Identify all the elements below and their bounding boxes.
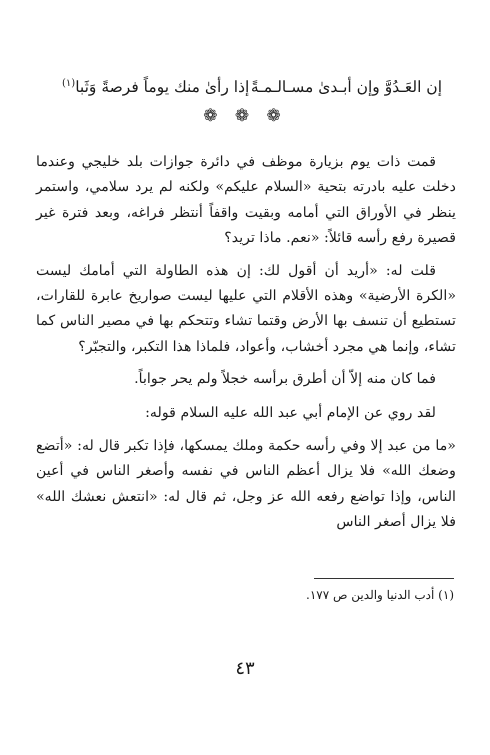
verse-second-hemistich-text: إذا رأىٰ منك يوماً فرصةً وَثَبا bbox=[75, 78, 250, 97]
paragraph-2: قلت له: «أريد أن أقول لك: إن هذه الطاولة التي أمامك ليست «الكرة الأرضية» وهذه الأقلام التي عليها ليست صواريخ عابرة للقارات، تستطيع أن تنسف بها الأرض وقتما تشاء وتتحكم بها في مصير الناس كما تشاء، وإنما هي مجرد أخشاب، وأعواد، فلماذا هذا التكبر، والتجبّر؟ bbox=[36, 262, 456, 355]
section-ornament: ❁ ❁ ❁ bbox=[203, 106, 287, 126]
main-text bbox=[0, 150, 490, 536]
paragraph-3: فما كان منه إلاّ أن أطرق برأسه خجلاً ولم يحر جواباً. bbox=[134, 371, 436, 388]
paragraph-5: «ما من عبد إلا وفي رأسه حكمة وملك يمسكها، فإذا تكبر قال له: «أتضع وضعك الله» فلا يزال أعظم الناس في نفسه وأصغر الناس في أعين الناس، وإذا تواضع رفعه الله عز وجل، ثم قال له: «انتعش نعشك الله» فلا يزال أصغر الناس bbox=[36, 438, 456, 531]
poetry-verse bbox=[0, 72, 490, 99]
paragraph-1: قمت ذات يوم بزيارة موظف في دائرة جوازات بلد خليجي وعندما دخلت عليه بادرته بتحية «السلام عليكم» ولكنه لم يرد سلامي، واستمر ينظر في الأوراق التي أمامه وبقيت واقفاً أنتظر فراغه، وبعد فترة غير قصيرة رفع رأسه قائلاً: «نعم. ماذا تريد؟ bbox=[36, 154, 456, 247]
paragraph-4: لقد روي عن الإمام أبي عبد الله عليه السلام قوله: bbox=[145, 404, 436, 421]
verse-second-hemistich bbox=[62, 72, 249, 99]
page-number: ٤٣ bbox=[235, 658, 255, 679]
verse-first-hemistich: إن العَـدُوَّ وإن أبـدىٰ مسـالـمـةً bbox=[250, 78, 442, 97]
footnote: (١) أدب الدنيا والدين ص ١٧٧. bbox=[305, 588, 454, 602]
footnote-marker: (١) bbox=[62, 78, 76, 89]
footnote-divider bbox=[314, 578, 454, 579]
